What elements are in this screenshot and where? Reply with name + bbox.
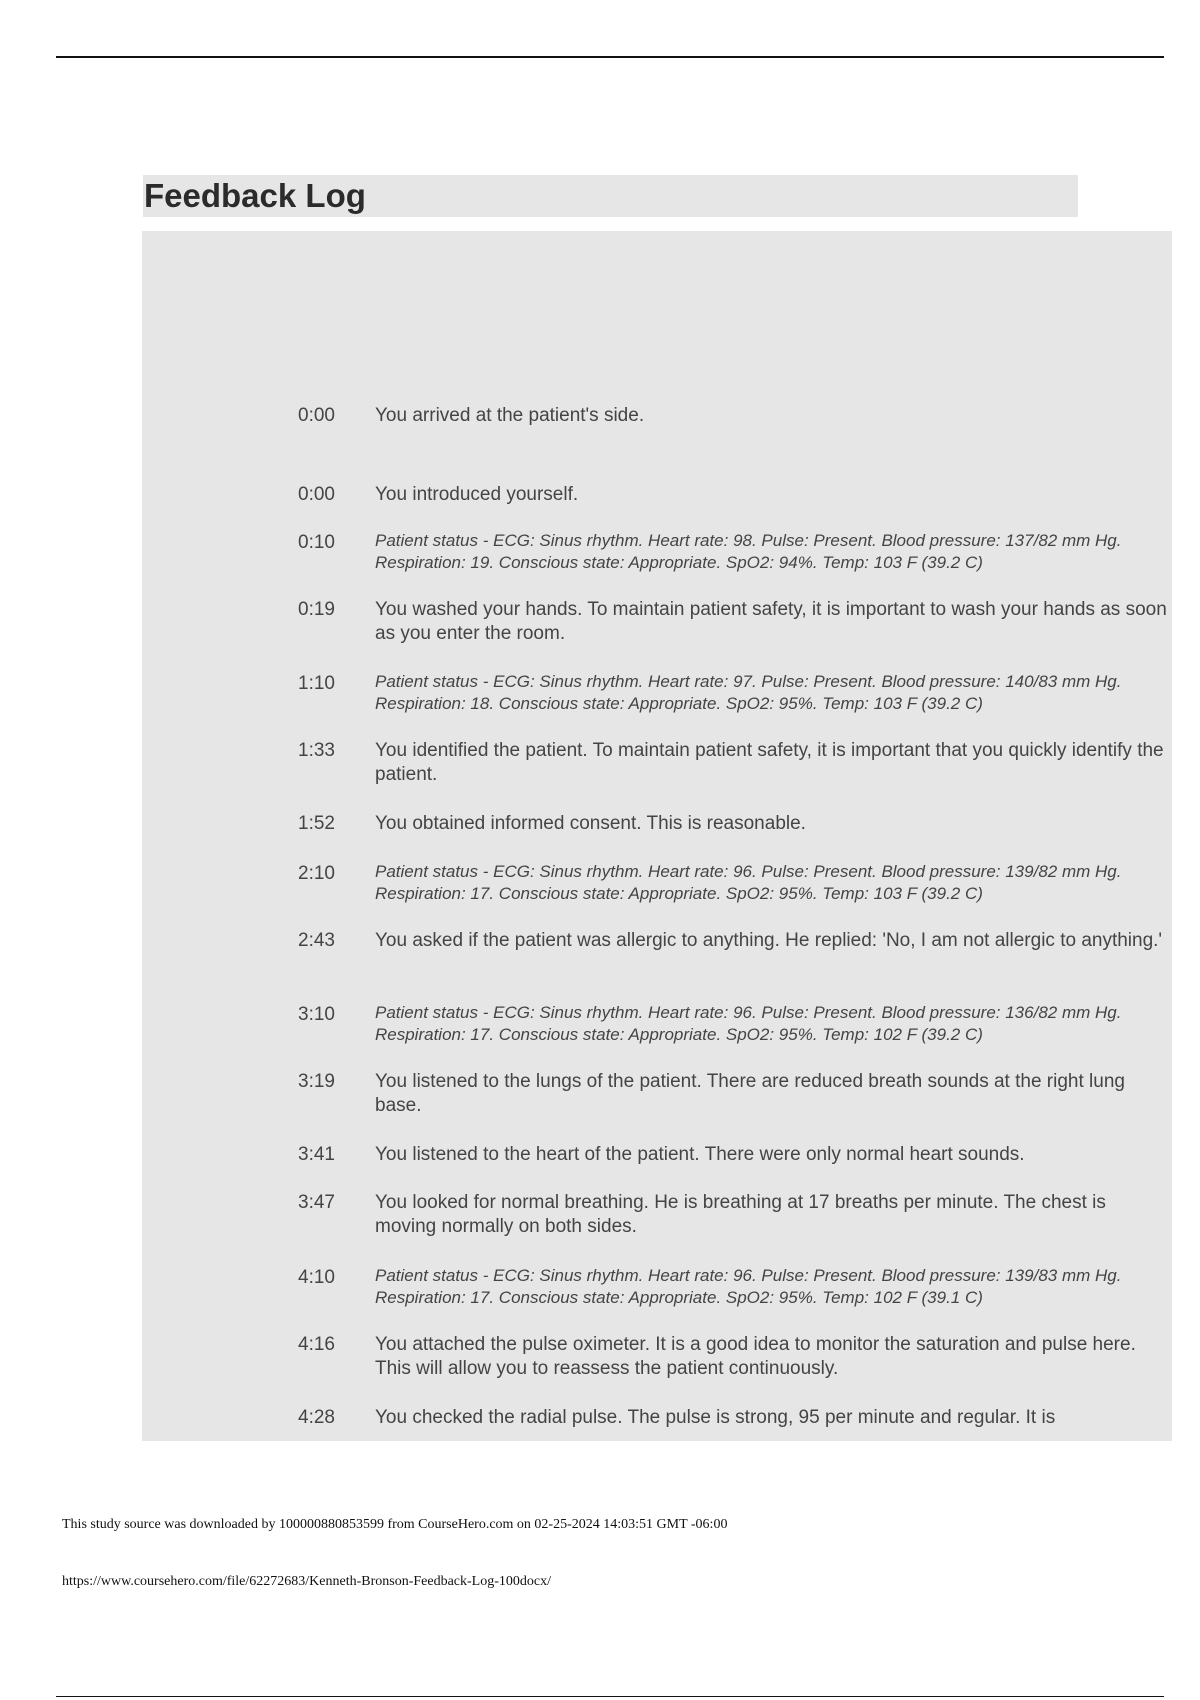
download-source-note: This study source was downloaded by 100000880853599 from CourseHero.com on 02-25-2024 14:03:51 GMT -06:00 [62, 1517, 728, 1532]
entry-time: 0:00 [298, 484, 335, 505]
entry-text: You listened to the heart of the patient. There were only normal heart sounds. [375, 1144, 1025, 1165]
entry-time: 3:10 [298, 1004, 335, 1025]
entry-time: 0:00 [298, 405, 335, 426]
entry-text: You introduced yourself. [375, 484, 579, 505]
entry-time: 4:16 [298, 1334, 335, 1355]
source-url[interactable]: https://www.coursehero.com/file/62272683/Kenneth-Bronson-Feedback-Log-100docx/ [62, 1574, 551, 1589]
entry-text: Patient status - ECG: Sinus rhythm. Heart rate: 96. Pulse: Present. Blood pressure: 139/83 mm Hg. Respiration: 17. Conscious state: Appropriate. SpO2: 95%. Temp: 102 F (39.1 C) [375, 1266, 1122, 1307]
entry-time: 2:10 [298, 863, 335, 884]
entry-time: 3:41 [298, 1144, 335, 1165]
entry-text: You obtained informed consent. This is reasonable. [375, 813, 806, 834]
entry-time: 1:33 [298, 740, 335, 761]
entry-text: You arrived at the patient's side. [375, 405, 645, 426]
entry-text: You checked the radial pulse. The pulse is strong, 95 per minute and regular. It is [375, 1407, 1056, 1428]
entry-time: 1:10 [298, 673, 335, 694]
entry-text: You washed your hands. To maintain patient safety, it is important to wash your hands as soon as you enter the room. [375, 599, 1167, 644]
entry-time: 0:19 [298, 599, 335, 620]
entry-text: You looked for normal breathing. He is breathing at 17 breaths per minute. The chest is moving normally on both sides. [375, 1192, 1106, 1237]
bottom-rule [56, 1696, 1164, 1697]
entry-time: 1:52 [298, 813, 335, 834]
entry-text: Patient status - ECG: Sinus rhythm. Heart rate: 96. Pulse: Present. Blood pressure: 136/82 mm Hg. Respiration: 17. Conscious state: Appropriate. SpO2: 95%. Temp: 102 F (39.2 C) [375, 1003, 1122, 1044]
entry-time: 4:28 [298, 1407, 335, 1428]
entry-text: You identified the patient. To maintain patient safety, it is important that you quickly identify the patient. [375, 740, 1164, 785]
entry-text: Patient status - ECG: Sinus rhythm. Heart rate: 98. Pulse: Present. Blood pressure: 137/82 mm Hg. Respiration: 19. Conscious state: Appropriate. SpO2: 94%. Temp: 103 F (39.2 C) [375, 531, 1122, 572]
entry-text: You asked if the patient was allergic to anything. He replied: 'No, I am not allergic to anything.' [375, 930, 1163, 951]
feedback-log-panel [142, 231, 1172, 1441]
entry-text: Patient status - ECG: Sinus rhythm. Heart rate: 96. Pulse: Present. Blood pressure: 139/82 mm Hg. Respiration: 17. Conscious state: Appropriate. SpO2: 95%. Temp: 103 F (39.2 C) [375, 862, 1122, 903]
entry-time: 4:10 [298, 1267, 335, 1288]
entry-time: 3:19 [298, 1071, 335, 1092]
page-title: Feedback Log [144, 177, 366, 214]
top-rule [56, 56, 1164, 58]
entry-time: 0:10 [298, 532, 335, 553]
entry-text: You listened to the lungs of the patient. There are reduced breath sounds at the right lung base. [375, 1071, 1125, 1116]
entry-text: Patient status - ECG: Sinus rhythm. Heart rate: 97. Pulse: Present. Blood pressure: 140/83 mm Hg. Respiration: 18. Conscious state: Appropriate. SpO2: 95%. Temp: 103 F (39.2 C) [375, 672, 1122, 713]
entry-text: You attached the pulse oximeter. It is a good idea to monitor the saturation and pulse here. This will allow you to reassess the patient continuously. [375, 1334, 1136, 1379]
entry-time: 3:47 [298, 1192, 335, 1213]
entry-time: 2:43 [298, 930, 335, 951]
